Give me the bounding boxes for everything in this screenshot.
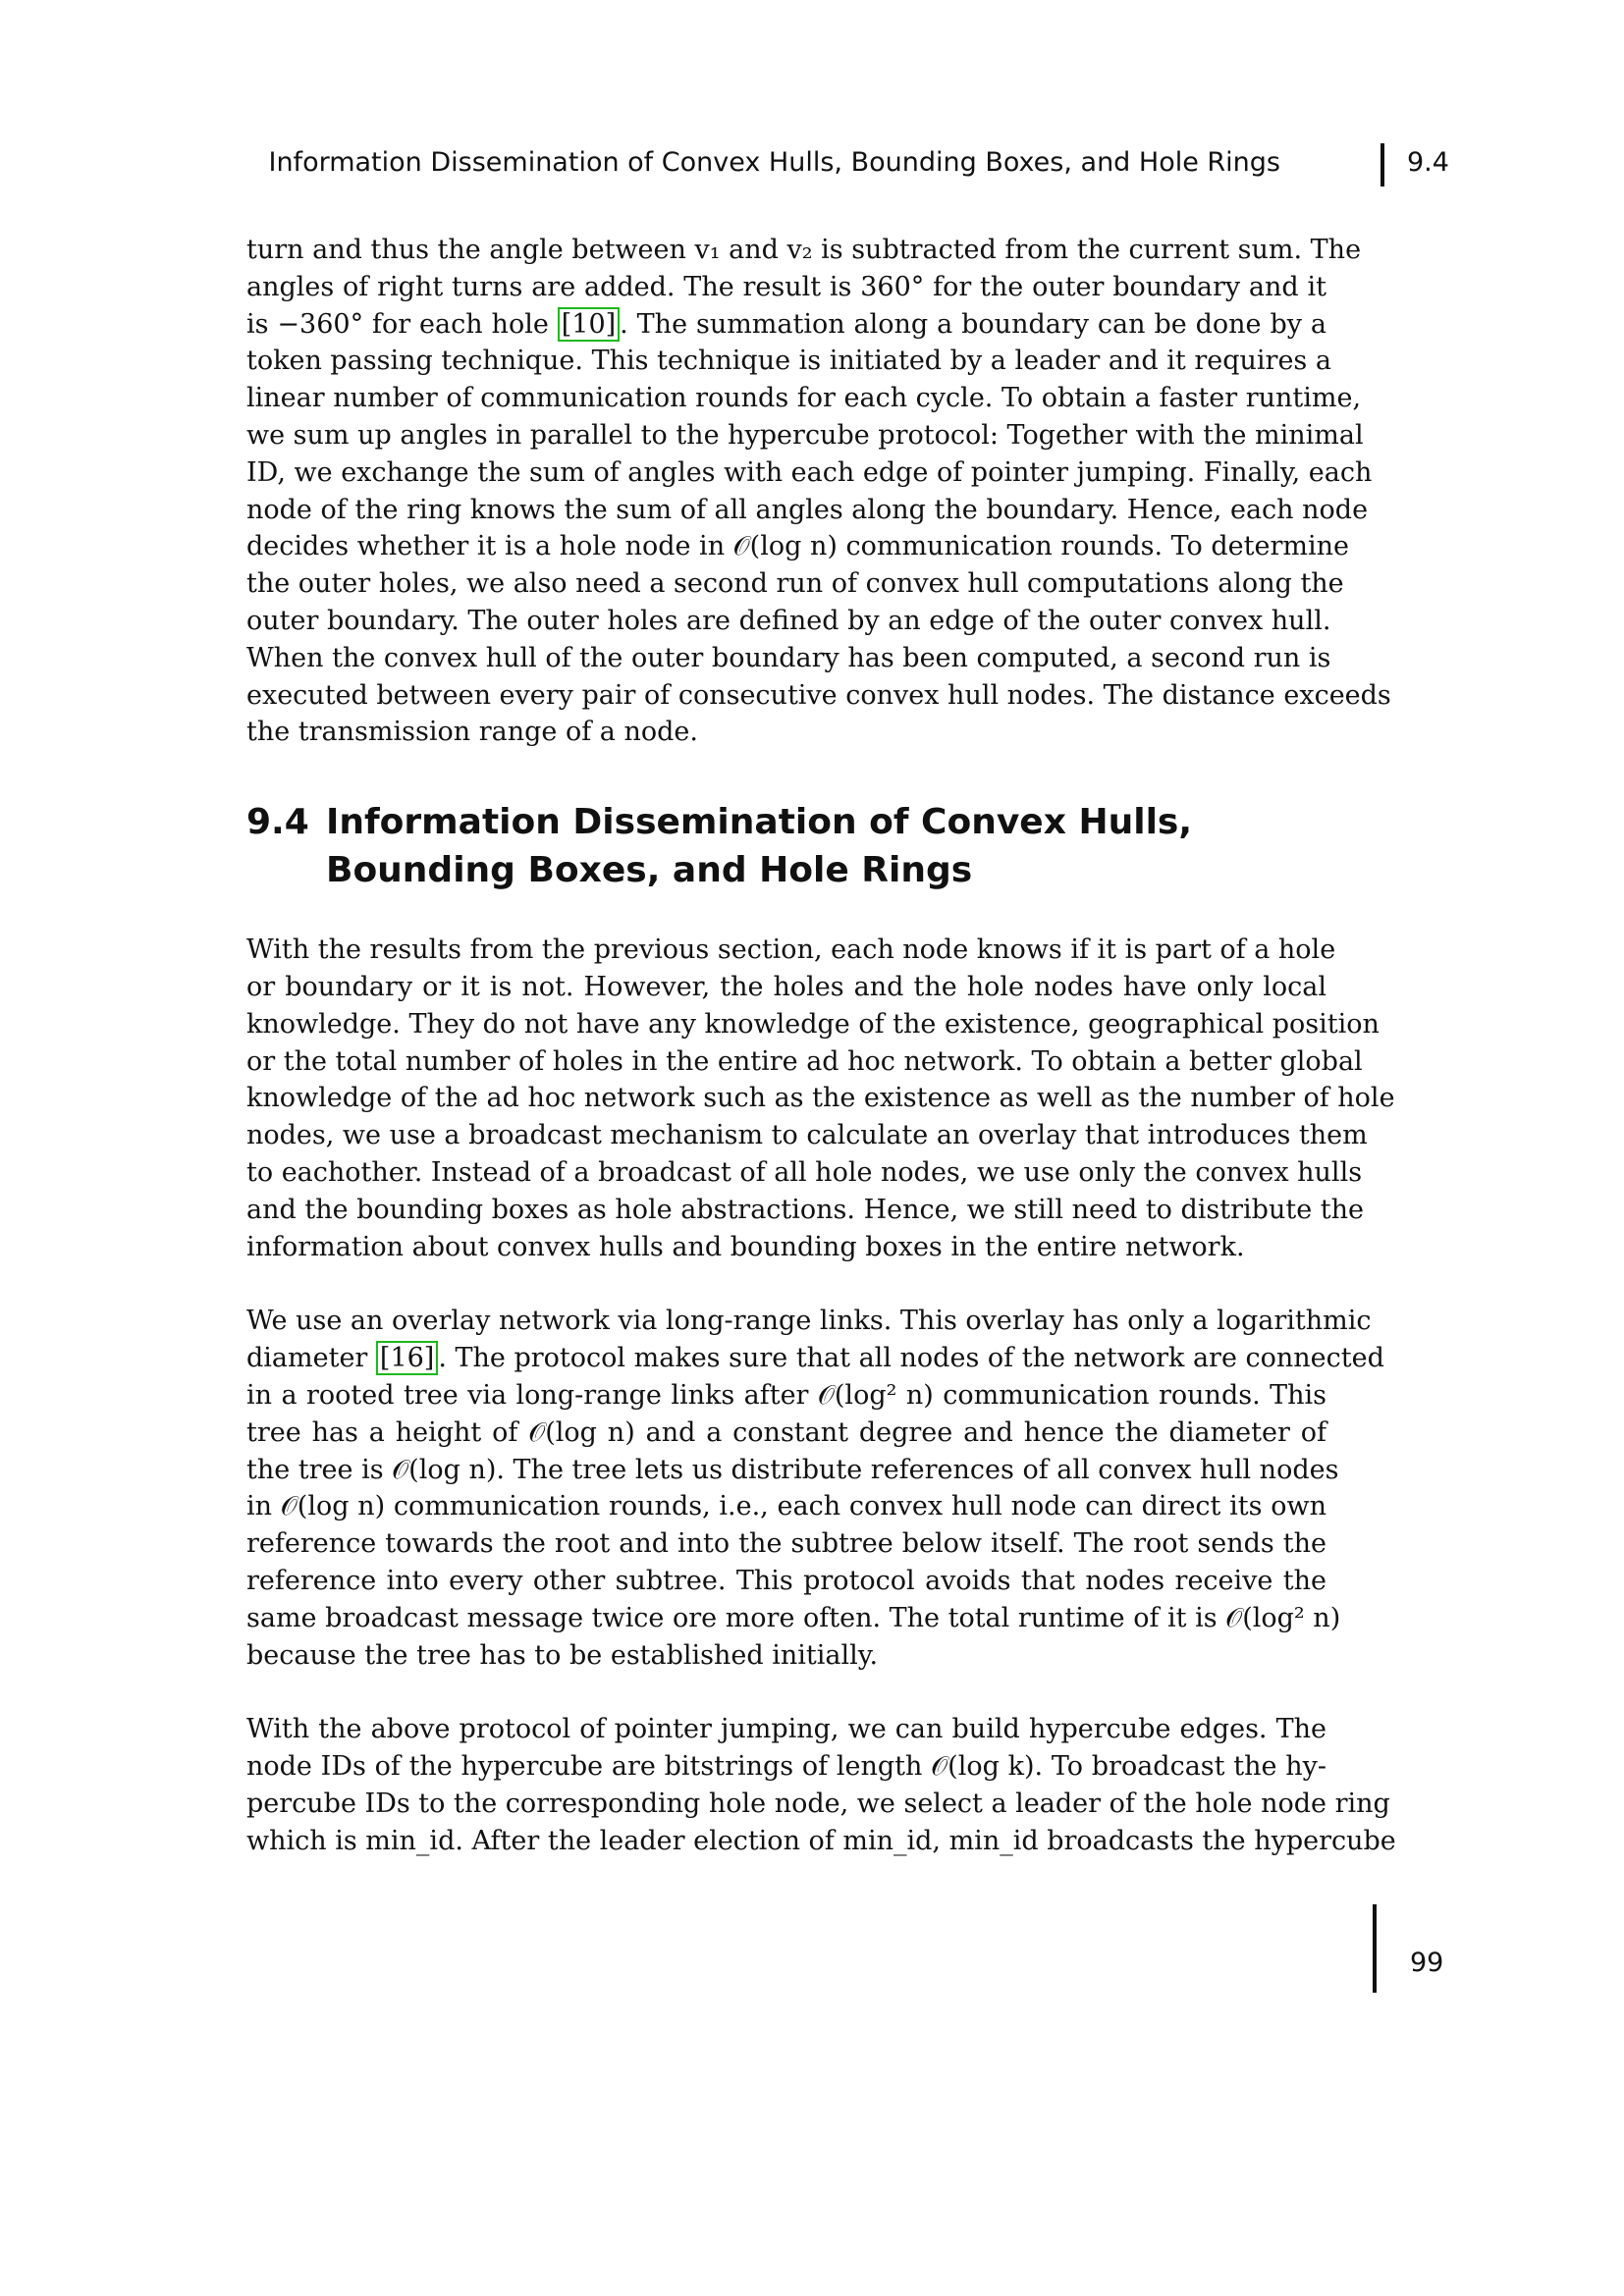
text-line: is −360° for each hole [10] . The summation along a boundary can be done by a: [246, 308, 1326, 340]
text-line: the tree is 𝒪(log n). The tree lets us distribute references of all convex hull nodes: [246, 1454, 1339, 1485]
text-line: outer boundary. The outer holes are defined by an edge of the outer convex hull.: [246, 605, 1331, 636]
text-line: With the results from the previous section, each node knows if it is part of a hole: [246, 934, 1336, 966]
paragraph-2: [246, 932, 1395, 1265]
text-line: When the convex hull of the outer boundary has been computed, a second run is: [246, 642, 1331, 673]
page-footer: [1373, 1904, 1490, 1993]
text-line: knowledge. They do not have any knowledge of the existence, geographical position: [246, 1008, 1380, 1040]
citation-link[interactable]: [16]: [376, 1341, 438, 1375]
text-line: because the tree has to be established initially.: [246, 1639, 879, 1671]
text-line: ID, we exchange the sum of angles with each edge of pointer jumping. Finally, each: [246, 456, 1373, 488]
text-line: linear number of communication rounds for each cycle. To obtain a faster runtime,: [246, 383, 1362, 414]
text-line: in a rooted tree via long-range links after 𝒪(log² n) communication rounds. This: [246, 1379, 1326, 1411]
text-line: reference into every other subtree. This protocol avoids that nodes receive the: [246, 1565, 1326, 1596]
text-line: in 𝒪(log n) communication rounds, i.e., each convex hull node can direct its own: [246, 1491, 1326, 1522]
header-section-number: 9.4: [1407, 147, 1449, 178]
citation-link[interactable]: [10]: [558, 307, 620, 342]
text-line: We use an overlay network via long-range links. This overlay has only a logarithmic: [246, 1306, 1372, 1337]
paragraph-1: [246, 232, 1391, 751]
text-line: to eachother. Instead of a broadcast of all hole nodes, we use only the convex hulls: [246, 1156, 1363, 1188]
text-line: same broadcast message twice ore more often. The total runtime of it is 𝒪(log² n): [246, 1602, 1341, 1633]
text-line: node IDs of the hypercube are bitstrings of length 𝒪(log k). To broadcast the hy-: [246, 1751, 1326, 1783]
text-line: and the bounding boxes as hole abstractions. Hence, we still need to distribute the: [246, 1194, 1364, 1225]
section-title: Information Dissemination of Convex Hulls, Bounding Boxes, and Hole Rings: [326, 802, 1193, 891]
text-line: angles of right turns are added. The result is 360° for the outer boundary and it: [246, 271, 1326, 302]
section-number: 9.4: [246, 802, 309, 843]
text-line: the transmission range of a node.: [246, 717, 698, 748]
running-title: Information Dissemination of Convex Hulls, Bounding Boxes, and Hole Rings: [268, 147, 1280, 178]
section-heading: [246, 798, 1326, 894]
text-line: reference towards the root and into the subtree below itself. The root sends the: [246, 1528, 1326, 1560]
text-line: or the total number of holes in the entire ad hoc network. To obtain a better global: [246, 1045, 1363, 1077]
paragraph-gap: [246, 1674, 1326, 1711]
paragraph-gap: [246, 1265, 1326, 1303]
page-number: 99: [1410, 1948, 1444, 1978]
footer-divider: [1373, 1904, 1377, 1993]
text-line: decides whether it is a hole node in 𝒪(log n) communication rounds. To determine: [246, 531, 1349, 562]
text-line: token passing technique. This technique is initiated by a leader and it requires a: [246, 346, 1331, 377]
text-line: tree has a height of 𝒪(log n) and a constant degree and hence the diameter of: [246, 1416, 1326, 1448]
text-line: diameter [16] . The protocol makes sure that all nodes of the network are connected: [246, 1343, 1384, 1374]
text-line: turn and thus the angle between v₁ and v₂ is subtracted from the current sum. The: [246, 235, 1362, 265]
text-line: nodes, we use a broadcast mechanism to calculate an overlay that introduces them: [246, 1120, 1368, 1151]
text-line: the outer holes, we also need a second run of convex hull computations along the: [246, 568, 1344, 600]
text-line: or boundary or it is not. However, the holes and the hole nodes have only local: [246, 971, 1326, 1002]
text-line: which is min_id. After the leader election of min_id, min_id broadcasts the hypercube: [246, 1825, 1396, 1856]
text-line: node of the ring knows the sum of all angles along the boundary. Hence, each node: [246, 494, 1369, 525]
text-line: knowledge of the ad hoc network such as the existence as well as the number of hole: [246, 1083, 1395, 1114]
text-line: With the above protocol of pointer jumping, we can build hypercube edges. The: [246, 1714, 1326, 1745]
text-line: percube IDs to the corresponding hole node, we select a leader of the hole node ring: [246, 1788, 1390, 1819]
header-divider: [1380, 143, 1384, 187]
text-line: information about convex hulls and bounding boxes in the entire network.: [246, 1231, 1245, 1262]
running-header: [245, 143, 1571, 187]
body-text: [246, 232, 1396, 1859]
text-line: executed between every pair of consecutive convex hull nodes. The distance exceeds: [246, 679, 1391, 711]
text-line: we sum up angles in parallel to the hypercube protocol: Together with the minimal: [246, 419, 1364, 451]
paragraph-4: [246, 1711, 1396, 1859]
paragraph-3: [246, 1303, 1384, 1674]
